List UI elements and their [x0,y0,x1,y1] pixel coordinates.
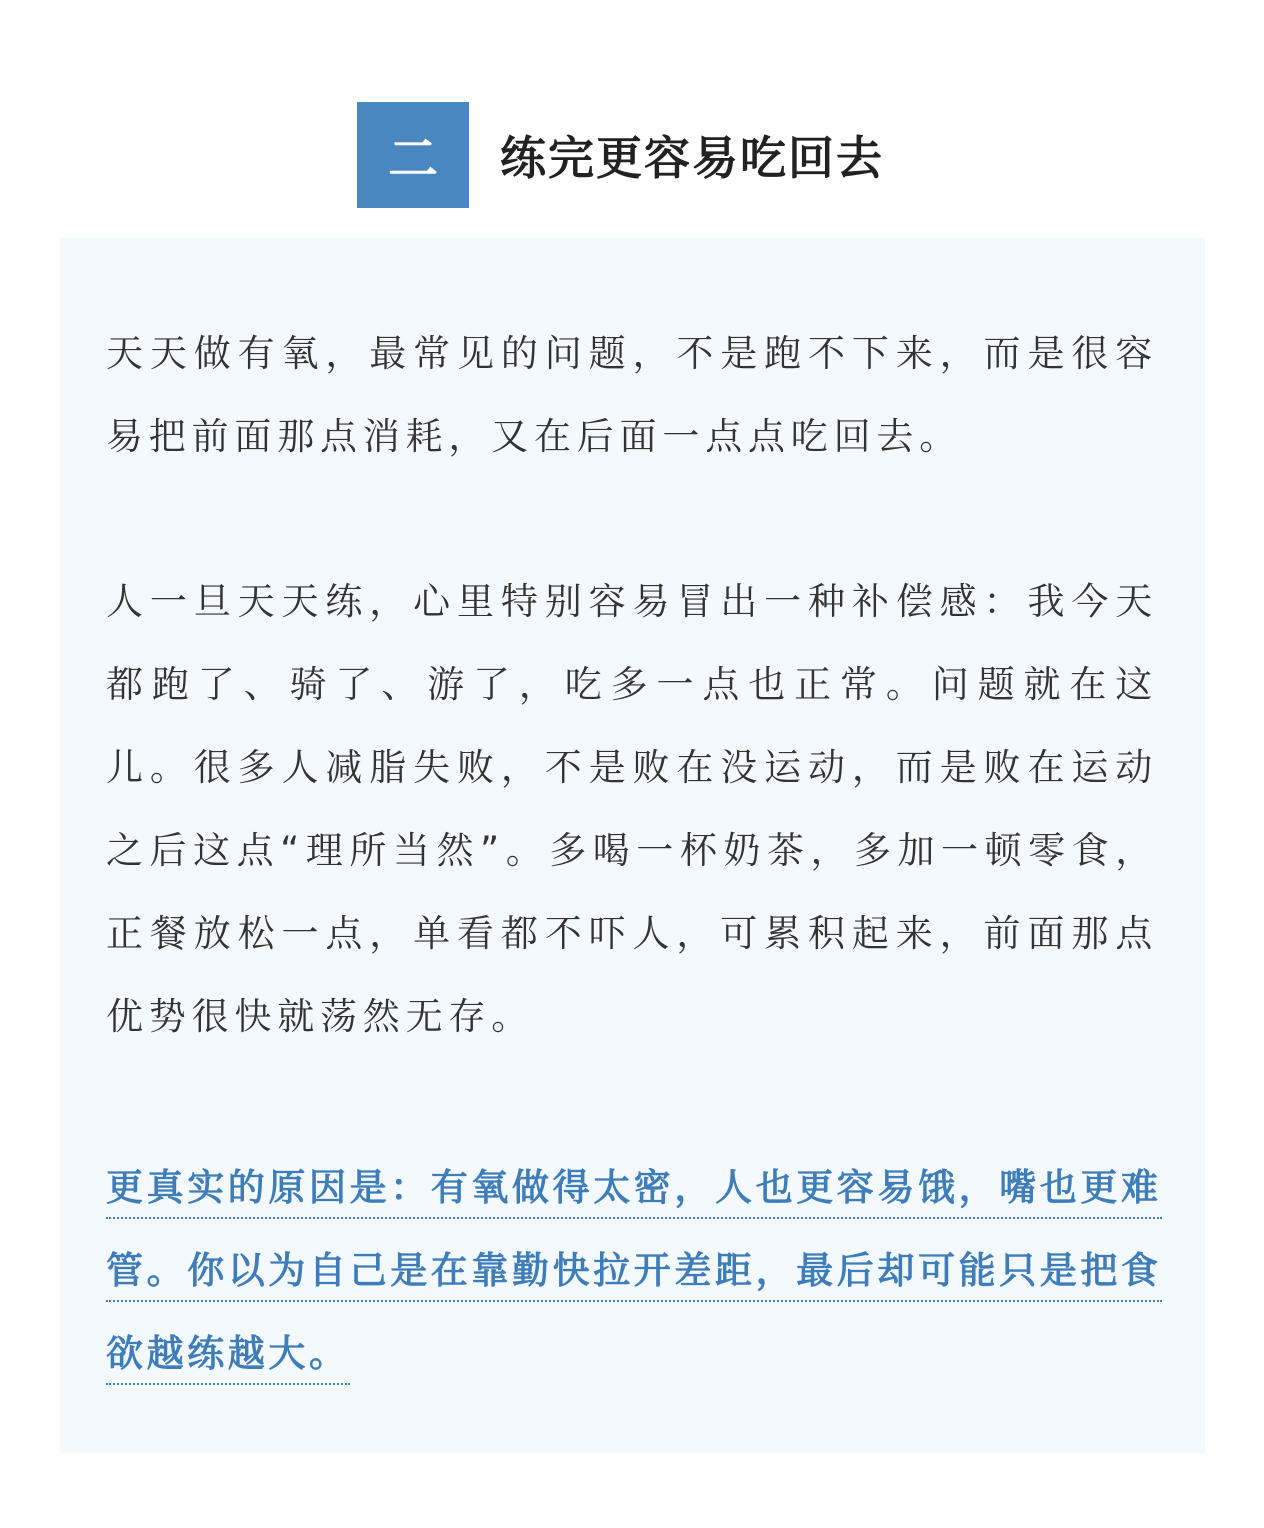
body-paragraph-1: 天天做有氧，最常见的问题，不是跑不下来，而是很容易把前面那点消耗，又在后面一点点吃回去。 [106,332,1158,458]
body-paragraph-2: 人一旦天天练，心里特别容易冒出一种补偿感：我今天都跑了、骑了、游了，吃多一点也正常。问题就在这儿。很多人减脂失败，不是败在没运动，而是败在运动之后这点“理所当然”。多喝一杯奶茶，多加一顿零食，正餐放松一点，单看都不吓人，可累积起来，前面那点优势很快就荡然无存。 [106,580,1158,1038]
section-header [357,102,884,208]
content-panel [60,238,1205,1453]
section-number-badge: 二 [357,102,469,208]
section-title: 练完更容易吃回去 [500,131,884,185]
highlight-paragraph [106,1146,1166,1395]
highlight-text: 更真实的原因是：有氧做得太密，人也更容易饿，嘴也更难管。你以为自己是在靠勤快拉开差距，最后却可能只是把食欲越练越大。 [106,1166,1162,1385]
